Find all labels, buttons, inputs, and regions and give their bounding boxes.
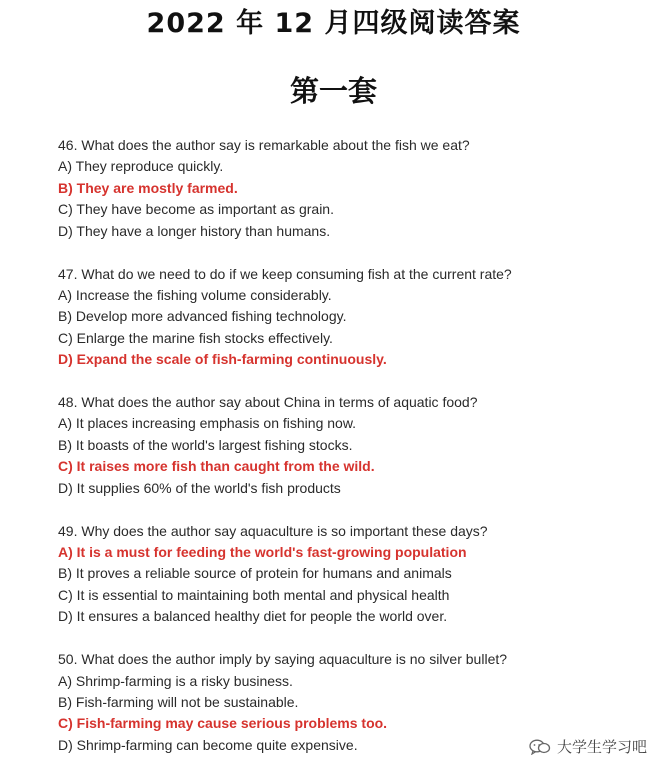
- option-d: D) They have a longer history than humans.: [58, 222, 331, 239]
- option-c-correct: C) It raises more fish than caught from the wild.: [58, 458, 375, 475]
- option-b: B) It proves a reliable source of protein for humans and animals: [58, 565, 452, 582]
- option-c: C) It is essential to maintaining both mental and physical health: [58, 586, 450, 603]
- question-text: 49. Why does the author say aquaculture is so important these days?: [58, 522, 488, 539]
- option-d: D) It ensures a balanced healthy diet for people the world over.: [58, 608, 448, 625]
- option-b: B) Develop more advanced fishing technology.: [58, 308, 347, 325]
- option-b: B) It boasts of the world's largest fishing stocks.: [58, 436, 353, 453]
- page-title: 2022 年 12 月四级阅读答案: [146, 8, 521, 39]
- option-a: A) It places increasing emphasis on fishing now.: [58, 415, 357, 432]
- option-d: D) Shrimp-farming can become quite expensive.: [58, 736, 358, 753]
- question-block: [58, 392, 658, 499]
- question-text: 50. What does the author imply by saying aquaculture is no silver bullet?: [58, 651, 508, 668]
- question-text: 46. What does the author say is remarkable about the fish we eat?: [58, 137, 470, 153]
- question-list: [58, 135, 658, 778]
- question-text: 48. What does the author say about China in terms of aquatic food?: [58, 394, 478, 411]
- wechat-icon: [529, 739, 551, 755]
- option-b-correct: B) They are mostly farmed.: [58, 179, 238, 196]
- watermark-text: 大学生学习吧: [556, 738, 647, 756]
- option-c-correct: C) Fish-farming may cause serious problems too.: [58, 715, 388, 732]
- option-c: C) Enlarge the marine fish stocks effectively.: [58, 329, 333, 346]
- option-d-correct: D) Expand the scale of fish-farming continuously.: [58, 351, 387, 368]
- option-b: B) Fish-farming will not be sustainable.: [58, 693, 299, 710]
- option-a: A) Increase the fishing volume considerably.: [58, 286, 332, 303]
- question-block: [58, 264, 658, 371]
- option-a-correct: A) It is a must for feeding the world's fast-growing population: [58, 544, 467, 560]
- option-a: A) They reproduce quickly.: [58, 158, 224, 175]
- option-a: A) Shrimp-farming is a risky business.: [58, 672, 293, 689]
- option-d: D) It supplies 60% of the world's fish products: [58, 479, 341, 496]
- question-block: [58, 135, 658, 242]
- watermark: [529, 736, 647, 757]
- question-text: 47. What do we need to do if we keep consuming fish at the current rate?: [58, 265, 512, 282]
- question-block: [58, 521, 658, 628]
- option-c: C) They have become as important as grain.: [58, 201, 334, 218]
- section-subtitle: 第一套: [289, 74, 377, 108]
